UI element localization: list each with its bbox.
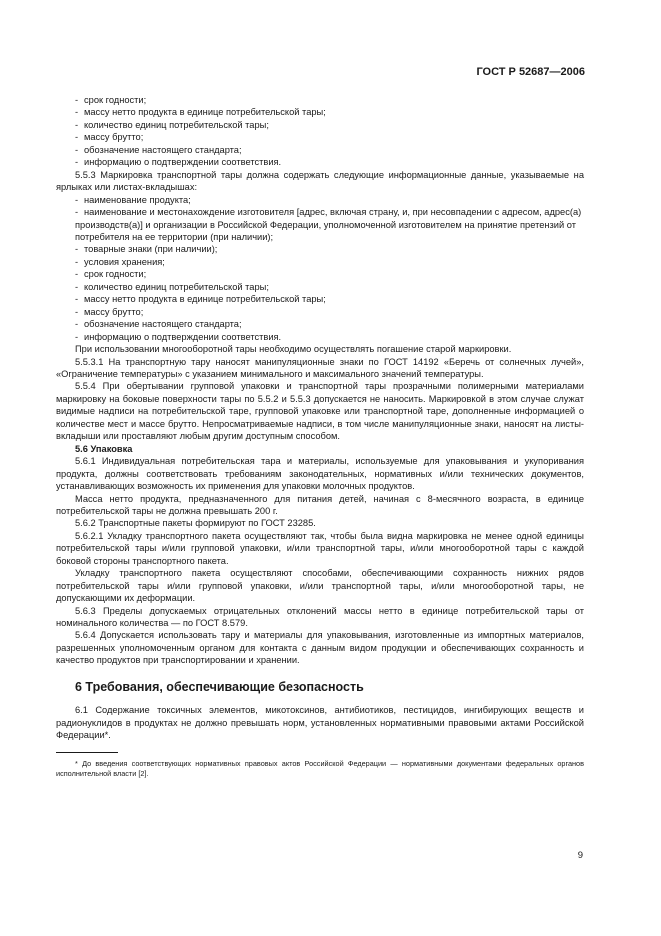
section-heading-6: 6 Требования, обеспечивающие безопасность <box>75 679 364 694</box>
footnote: * До введения соответствующих нормативных правовых актов Российской Федерации — нормативными документами федеральных органов исполнительной власти [2]. <box>56 758 584 778</box>
paragraph-5-5-3: 5.5.3 Маркировка транспортной тары должна содержать следующие информационные данные, указываемые на ярлыках или листах-вкладышах: <box>56 169 584 193</box>
subsection-heading-text: 5.6 Упаковка <box>75 443 133 454</box>
list-item: - товарные знаки (при наличии); <box>56 243 584 255</box>
paragraph-5-6-2: 5.6.2 Транспортные пакеты формируют по ГОСТ 23285. <box>75 518 316 529</box>
paragraph-5-6-2-1: 5.6.2.1 Укладку транспортного пакета осуществляют так, чтобы была видна маркировка не менее одной единицы потребительской тары и/или групповой упаковки, и/или транспортной тары, и/или многооборотной тары с каждой боковой стороны транспортного пакета. <box>56 530 584 566</box>
list-item: - наименование и местонахождение изготовителя [адрес, включая страну, и, при несовпадении с адресом, адрес(а) производств(а)] и организации в Российской Федерации, уполномоченной изготовителем на принятие претензий от потребителя на ее территории (при наличии); <box>56 206 584 243</box>
subsection-heading-5-6 <box>56 443 584 455</box>
list-item: - наименование продукта; <box>56 194 584 206</box>
list-item: - обозначение настоящего стандарта; <box>56 318 584 330</box>
list-item: - массу нетто продукта в единице потребительской тары; <box>56 106 584 118</box>
paragraph-5-6-4: 5.6.4 Допускается использовать тару и материалы для упаковывания, изготовленные из импортных материалов, разрешенных уполномоченным органом для контакта с данным видом продукции и обеспечивающих сохранность и качество продуктов при транспортировании и хранении. <box>56 630 584 666</box>
paragraph-reuse: При использовании многооборотной тары необходимо осуществлять погашение старой маркировки. <box>75 344 512 355</box>
footnote-divider <box>56 752 118 753</box>
list-item: - информацию о подтверждении соответствия. <box>56 331 584 343</box>
paragraph-5-5-4: 5.5.4 При обертывании групповой упаковки и транспортной тары прозрачными полимерными материалами маркировку на боковые поверхности тары по 5.5.2 и 5.5.3 допускается не наносить. Маркировкой в этом случае служат видимые надписи на потребительской таре, групповой упаковке или транспортной таре, дополненные информацией о количестве мест и массе брутто. Непросматриваемые надписи, в том числе манипуляционные знаки, наносят на листы-вкладыши или проставляют любым другим доступным способом. <box>56 381 584 442</box>
list-item: - срок годности; <box>56 94 584 106</box>
paragraph-laying: Укладку транспортного пакета осуществляют способами, обеспечивающими сохранность нижних рядов потребительской тары и/или групповой упаковки, и/или транспортной тары, и/или многооборотной тары, не допускающими их деформации. <box>56 568 584 604</box>
list-item: - условия хранения; <box>56 256 584 268</box>
paragraph-5-5-3-1: 5.5.3.1 На транспортную тару наносят манипуляционные знаки по ГОСТ 14192 «Беречь от солнечных лучей», «Ограничение температуры» с указанием минимального и максимального значений температуры. <box>56 356 584 379</box>
list-item: - обозначение настоящего стандарта; <box>56 144 584 156</box>
list-item: - массу брутто; <box>56 131 584 143</box>
document-body <box>56 94 584 779</box>
list-item: - количество единиц потребительской тары; <box>56 119 584 131</box>
paragraph-5-6-1: 5.6.1 Индивидуальная потребительская тара и материалы, используемые для упаковывания и укупоривания продукта, должны соответствовать требованиям законодательных, нормативных и/или технических документов, устанавливающих возможность их применения для упаковки молочных продуктов. <box>56 456 584 492</box>
list-item: - количество единиц потребительской тары; <box>56 281 584 293</box>
paragraph-mass: Масса нетто продукта, предназначенного для питания детей, начиная с 8-месячного возраста, в единице потребительской тары не должна превышать 200 г. <box>56 493 584 516</box>
list-item: - срок годности; <box>56 268 584 280</box>
page-number: 9 <box>577 850 583 861</box>
list-item: - массу брутто; <box>56 306 584 318</box>
list-item: - массу нетто продукта в единице потребительской тары; <box>56 293 584 305</box>
paragraph-5-6-3: 5.6.3 Пределы допускаемых отрицательных отклонений массы нетто в единице потребительской тары от номинального количества — по ГОСТ 8.579. <box>56 605 584 629</box>
paragraph-6-1: 6.1 Содержание токсичных элементов, микотоксинов, антибиотиков, пестицидов, ингибирующих веществ и радионуклидов в продуктах не должно превышать норм, установленных нормативными правовыми актами Российской Федерации*. <box>56 705 584 741</box>
list-item: - информацию о подтверждении соответствия. <box>56 156 584 168</box>
document-header: ГОСТ Р 52687—2006 <box>476 66 585 78</box>
